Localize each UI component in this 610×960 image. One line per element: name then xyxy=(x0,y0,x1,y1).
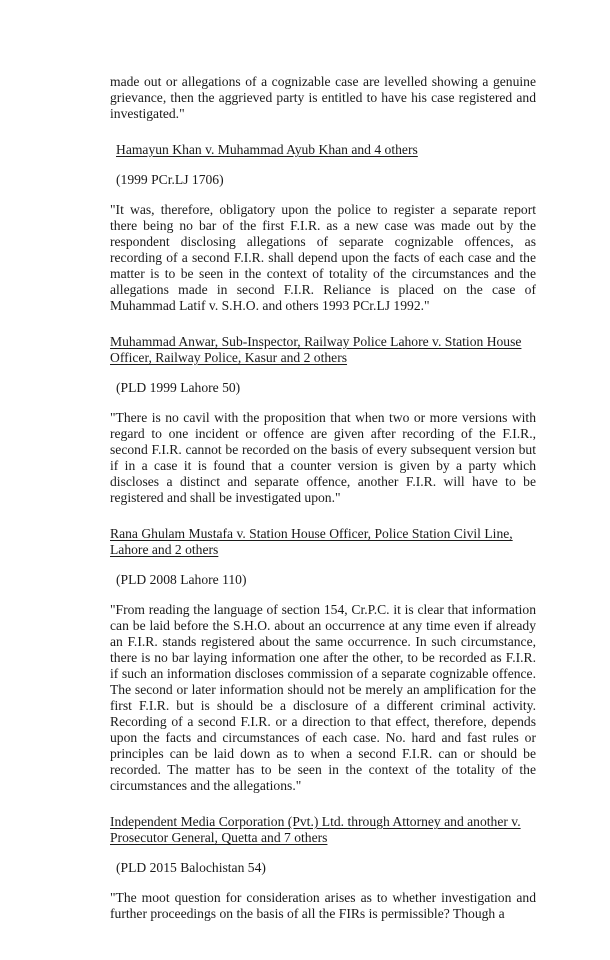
case-citation: (PLD 2015 Balochistan 54) xyxy=(116,860,266,875)
quote-paragraph: made out or allegations of a cognizable case are levelled showing a genuine grievance, then the aggrieved party is entitled to have his case registered and investigated." xyxy=(110,74,536,121)
case-citation: (PLD 2008 Lahore 110) xyxy=(116,572,247,587)
case-title: Rana Ghulam Mustafa v. Station House Officer, Police Station Civil Line, Lahore and 2 others xyxy=(110,526,513,557)
case-citation: (1999 PCr.LJ 1706) xyxy=(116,172,224,187)
quote-paragraph: "There is no cavil with the proposition that when two or more versions with regard to one incident or offence are given after recording of the F.I.R., second F.I.R. cannot be recorded on the basis of every subsequent version but if in a case it is found that a counter version is given by a party which discloses a distinct and separate offence, another F.I.R. will have to be registered and shall be investigated upon." xyxy=(110,410,536,505)
quote-paragraph: "From reading the language of section 154, Cr.P.C. it is clear that information can be laid before the S.H.O. about an occurrence at any time even if already an F.I.R. stands registered about the same occurrence. In such circumstance, there is no bar laying information one after the other, to be recorded as F.I.R. if such an information discloses commission of a separate cognizable offence. The second or later information should not be merely an amplification for the first F.I.R. but is should be a disclosure of a different criminal activity. Recording of a second F.I.R. or a direction to that effect, therefore, depends upon the facts and circumstances of each case. No. hard and fast rules or principles can be laid down as to when a second F.I.R. can or should be recorded. The matter has to be seen in the context of the totality of the circumstances and the allegations." xyxy=(110,602,536,793)
case-title: Muhammad Anwar, Sub-Inspector, Railway Police Lahore v. Station House Officer, Railway Police, Kasur and 2 others xyxy=(110,334,522,365)
case-citation: (PLD 1999 Lahore 50) xyxy=(116,380,241,395)
quote-paragraph: "It was, therefore, obligatory upon the police to register a separate report there being no bar of the first F.I.R. as a new case was made out by the respondent disclosing allegations of separate cognizable offences, as recording of a second F.I.R. shall depend upon the facts of each case and the matter is to be seen in the context of totality of the circumstances and the allegations made in second F.I.R. Reliance is placed on the case of Muhammad Latif v. S.H.O. and others 1993 PCr.LJ 1992." xyxy=(110,202,536,313)
case-title: Hamayun Khan v. Muhammad Ayub Khan and 4 others xyxy=(116,142,418,157)
document-page xyxy=(110,74,536,922)
quote-paragraph: "The moot question for consideration arises as to whether investigation and further proceedings on the basis of all the FIRs is permissible? Though a xyxy=(110,890,536,921)
case-title: Independent Media Corporation (Pvt.) Ltd. through Attorney and another v. Prosecutor General, Quetta and 7 others xyxy=(110,814,521,845)
